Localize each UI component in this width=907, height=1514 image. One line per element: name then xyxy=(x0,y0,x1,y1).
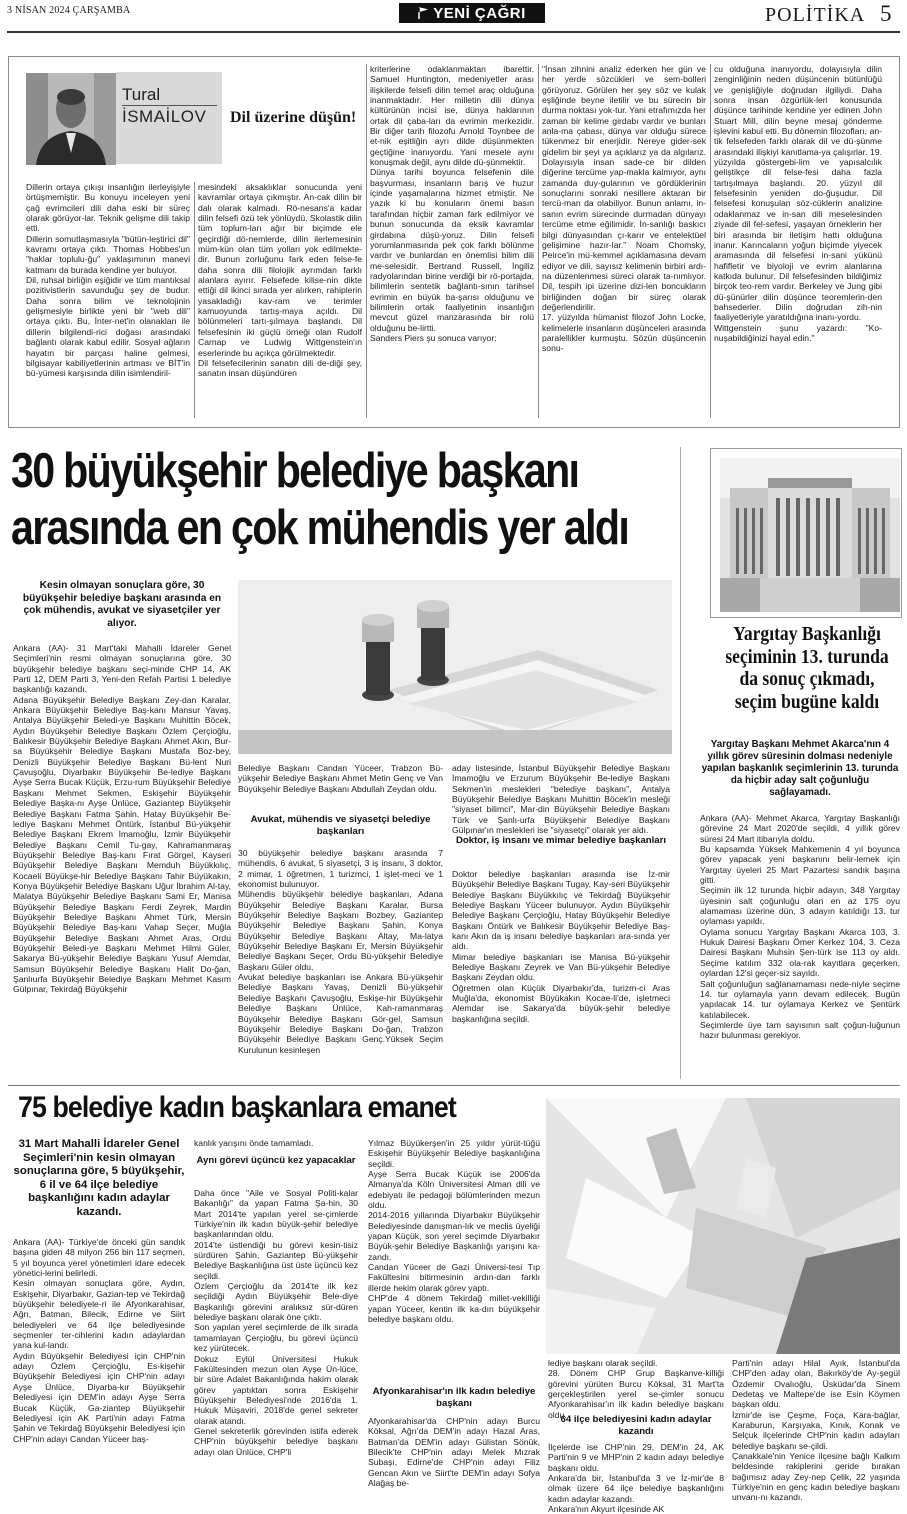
yargitay-building-photo xyxy=(720,458,900,612)
story2-text-3a: Yılmaz Büyükerşen'in 25 yıldır yürüt-tüğü Eskişehir Büyükşehir Belediye başkanlığına seçildi. Ayşe Serra Bucak Küçük ise 2006'da Almanya'da Köln Üniversitesi Alman dili ve edebiyatı ile pedagoji bölümlerinden mezun oldu. 2014-2016 yıllarında Diyarbakır Büyükşehir Belediyesinde danışman-lık ve meclis üyeliği yapan Küçük, son yerel seçimde Diyarbakır Büyük-şehir Belediye Başkanlığı yarışını ka-zandı. Candan Yüceer de Gazi Üniversi-tesi Tıp Fakültesini bitirmesinin ardın-dan farklı illerde hekim olarak görev yaptı. CHP'de 4 dönem Tekirdağ millet-vekilliği yapan Yüceer, kentin ilk ka-dın büyükşehir belediye başkanı oldu. xyxy=(368,1138,540,1324)
column-text-3: kriterlerine odaklanmaktan ibarettir. Samuel Huntington, medeniyetler arası ilişkilerde felsefi dilin temel araç olduğuna inanmaktadır. Her milletin dili dünya kültürünün incisi ise, dünya haklarının ortak dil çaba-ları da evrimin merkezidir. Bir diğer tarih filozofu Arnold Toynbee de et-nik eşitliğin ayrı dilde düşünmekten geçtiğine inanıyordu. Yani mesele aynı konuşmak değil, aynı dilde dü-şünmektir. Dünya tarihi boyunca felsefenin dile başvurması, insanların barış ve huzur içinde yaşamalarına hizmet etmiştir. Ne yazık ki bu konuların önemi basın tarafından hiçbir zaman fark edilmiyor ve bunun sonucunda da eksik kavramlar girdabına düşü-yoruz. Dilin felsefi yorumlanmasında pek çok farklı bölünme vardır ve bunlardan en önemlisi bilim dili me-selesidir. Bertrand Russell, İngiliz radyolarından birine verdiği bir rö-portajda, bilimlerin sentetik bağlantı-sının tarihsel evrimin en büyük ba-şarısı olduğunu ve bilimlerin ortak faaliyetinin insanlığın mevcut güzel manzarasında bir rolü olduğunu be-lirtti. Sanders Piers şu sonuca varıyor: xyxy=(370,64,534,343)
author-photo xyxy=(26,73,116,165)
story2-lede: 31 Mart Mahalli İdareler Genel Seçimleri'nin kesin olmayan sonuçlarına göre, 5 büyükşehir, 6 il ve 64 ilçe belediye başkanlığını kadın adaylar kazandı. xyxy=(13,1138,185,1218)
masthead-text: YENİ ÇAĞRI xyxy=(433,4,526,22)
section-divider xyxy=(8,1085,900,1086)
masthead-logo xyxy=(399,3,545,23)
story2-text-2b: Daha önce "Aile ve Sosyal Politi-kalar Bakanlığı" da yapan Fatma Şa-hin, 30 Mart 2014'te yapılan yerel se-çimlerde Türkiye'nin ilk kadın büyük-şehir belediye başkanlarından oldu. 2014'te üstlendiği bu görevi kesin-tisiz sürdüren Şahin, Gaziantep Bü-yükşehir Belediye Başkanlığına üst üste üçüncü kez seçildi. Özlem Çerçioğlu da 2014'te ilk kez seçildiği Aydın Büyükşehir Bele-diye Başkanlığı görevini aralıksız sür-düren belediye başkanı olarak öne çıktı. Son yapılan yerel seçimlerde de ilk sırada tamamlayan Çerçioğlu, bu görevi üçüncü kez yürütecek. Dokuz Eylül Üniversitesi Hukuk Fakültesinden mezun olan Ayşe Ün-lüce, bir süre Adalet Bakanlığında hakim olarak görev yaptıktan sonra Eskişehir Büyükşehir Belediyesi'nde 2016'da 1. Hukuk Müşaviri, 2018'de genel sekreter olarak atandı. Genel sekreterlik görevinden istifa ederek CHP'nin büyükşehir belediye başkanı adayı olan Ünlüce, CHP'li xyxy=(194,1188,358,1457)
yargitay-text: Ankara (AA)- Mehmet Akarca, Yargıtay Başkanlığı görevine 24 Mart 2020'de seçildi, 4 yıllık görev süresi 24 Mart itibarıyla doldu. Bu kapsamda Yüksek Mahkemenin 4 yıl boyunca görev yapacak yeni başkanını belir-lemek için Yargıtay üyeleri 25 Mart Pazartesi sandık başına gitti. Seçimin ilk 12 turunda hiçbir adayın, 348 Yargıtay üyesinin salt çoğunluğu olan en az 175 oyu alamaması üzerine dün, 3 adayın katıldığı 13. tur oylaması yapıldı. Oylama sonucu Yargıtay Başkanı Akarca 103, 3. Hukuk Dairesi Başkanı Ömer Kerkez 104, 3. Ceza Dairesi Başkanı Muhsin Şen-türk ise 113 oy aldı. Seçime katılım 332 ola-rak kayıtlara geçerken, oylardan 12'si geçer-siz sayıldı. Salt çoğunluğun sağlanamaması nede-niyle seçime 14. tur oylamayla yarın devam edilecek. Bugün yapılacak 14. tur oylamaya Kerkez ve Şentürk katılabilecek. Seçimlerde üye tam sayısının salt çoğun-luğunun hazır bulunması gerekiyor. xyxy=(700,813,900,1041)
flag-icon xyxy=(418,7,428,19)
section-name: POLİTİKA xyxy=(765,4,866,26)
story2-subhead-3: 64 ilçe belediyesini kadın adaylar kazandı xyxy=(560,1414,712,1437)
column-text-1: Dillerin ortaya çıkışı insanlığın ilerleyişiyle örtüşmemiştir. Bu konuyu inceleyen yeni çağ evrimcileri dili daha eski bir süreç olarak görüyor-lar. Teknik gelişme dili takip etti. Dillerin somutlaşmasıyla "bütün-leştirici dil" kavramı ortaya çıktı. Thomas Hobbes'un "haklar toplulu-ğu" yaklaşımının manevi katmanı da burada kendine yer buluyor. Dil, ruhsal birliğin eşiğidir ve tüm mantıksal pozitivistlerin savunduğu şey de budur. Daha sonra bilim ve teknolojinin gelişmesiyle birlikte yeni bir "web dili" ortaya çıktı. Bu, İnter-net'in olanakları ile dillerin bilgilendi-rici doğası arasındaki bağlantı olarak kabul edilir. Sosyal ağların hayatın bir parçası haline gelmesi, bilgisayar kabiliyetlerinin artması ve BİT'in bü-yümesi karşısında dilin isimlendiril- xyxy=(26,182,190,379)
column-text-2: mesindeki aksaklıklar sonucunda yeni kavramlar ortaya çıkmıştır. An-cak dilin bir dalı olarak kalmadı. Rö-nesans'a kadar dilin felsefi özü tek yönlüydü. Skolastik dilin tüm toplum-ları ağır bir biçimde ele geçirdiği dö-nemlerde, dilin ilerlemesinin müm-kün olan tüm yolları yok edilmekte-dir. Bunun zorluğunu fark eden felse-fe daha sonra dili filolojik ayrımdan farklı alanlara ayırır. Felsefede kilise-nin dikte ettiği dil ikinci sırada yer alırken, rahiplerin yasakladığı kav-ram ve terimler kamuoyunda tartış-maya açıldı. Dil bölünmeleri tartı-şılmaya başlandı. Dil felsefesinin iki güçlü örneği olan Rudolf Carnap ve Ludwig Wittgenstein'ın eserlerinde bu açıkça görülmektedir. Dil felsefecilerinin sanatın dili de-diği şey, sanatın insan düşündüren xyxy=(198,182,362,379)
ballot-photo xyxy=(238,580,672,754)
story1-text-3b: Doktor belediye başkanları arasında ise İz-mir Büyükşehir Belediye Başkanı Tugay, Kay-seri Büyükşehir Belediye Başkanı Büyükkılıç ve Tekirdağ Büyükşehir Belediye Başkanı Yüceer bulunuyor. Aydın Büyükşehir Belediye Başkanı Çerçioğlu, Hatay Büyükşehir Belediye Başkanı Öntürk ve Balıkesir Büyükşehir Belediye Baş-kanı Akın da iş insanı belediye başkanları ara-sında yer aldı. Mimar belediye başkanları ise Manisa Bü-yükşehir Belediye Başkanı Zeyrek ve Van Bü-yükşehir Belediye Başkanı Zeydan oldu. Öğretmen olan Küçük Diyarbakır'da, turizm-ci Aras Muğla'da, ekonomist Büyükakın Kocae-li'de, işletmeci Alemdar ise Sakarya'da büyük-şehir belediye başkanlığına seçildi. xyxy=(452,869,670,1024)
story1-subhead-1: Avukat, mühendis ve siyasetçi belediye başkanları xyxy=(250,814,431,837)
issue-date: 3 NİSAN 2024 ÇARŞAMBA xyxy=(7,5,131,16)
yargitay-lede: Yargıtay Başkanı Mehmet Akarca'nın 4 yıllık görev süresinin dolması nedeniyle yapılan başkanlık seçimlerinin 13. turunda da hiçbir aday salt çoğunluğu sağlayamadı. xyxy=(701,739,899,798)
story2-text-2a: kanlık yarışını önde tamamladı. xyxy=(194,1138,314,1148)
header-rule xyxy=(7,31,900,33)
column-title: Dil üzerine düşün! xyxy=(230,109,357,126)
yargitay-headline: Yargıtay Başkanlığı seçiminin 13. turunda da sonuç çıkmadı, seçim bugüne kaldı xyxy=(725,624,889,713)
shredded-ballots-photo xyxy=(546,1098,900,1354)
author-first-name: Tural xyxy=(122,85,161,104)
story1-lede: Kesin olmayan sonuçlara göre, 30 büyükşehir belediye başkanı arasında en çok mühendis, avukat ve siyasetçiler yer alıyor. xyxy=(22,580,222,629)
column-text-4: "İnsan zihnini analiz ederken her gün ve her yerde sözcükleri ve sem-bolleri görüyoruz. Görülen her şey söz ve kulak eşliğinde beyne iletilir ve bu sürecin bir durma noktası yok-tur. Yani etrafımızda her zaman bir kelime girdabı vardır ve bunları anla-ma çabası, dünya var olduğu sürece tükenmez bir enerjidir. Nereye gider-sek gidelim bir şeyi ya açıklarız ya da algılarız. Dolayısıyla insan sade-ce bir dilden diğerine tercüme yap-makla kalmıyor, aynı zamanda duy-gularının ve gördüklerinin sonuçlarını sonraki nesillere aktaran bir tercü-man da olabiliyor. Bunun anlamı, in-sanın evrim sürecinde durmadan dünyayı tercüme etme eğilimidir. İn-sanlığı baskıcı bilgi dünyasından çı-karır ve entelektüel gelişimine hazır-lar." Noam Chomsky, Peirce'in mü-kemmel açıklamasına devam ediyor ve dili, sayısız kelimenin birbiri ardı-na düzenlenmesi süreci olarak ta-nımlıyor. Dil, tespih ipi üzerine dizi-len boncukların birliğinden doğan bir süreç olarak değerlendirilir. 17. yüzyılda hümanist filozof John Locke, kelimelerle insanların düşünceleri arasında paralellikler kurmuştu. Sözün düşüncenin sonu- xyxy=(542,64,706,354)
story2-text-4b: İlçelerde ise CHP'nin 29, DEM'in 24, AK Parti'nin 9 ve MHP'nin 2 kadın adayı belediye başkanı oldu. Ankara'da bir, İstanbul'da 3 ve İz-mir'de 8 olmak üzere 64 ilçe belediye başkanlığını kadın adaylar kazandı. Ankara'nın Akyurt ilçesinde AK xyxy=(548,1442,724,1514)
story2-headline: 75 belediye kadın başkanlara emanet xyxy=(18,1091,456,1124)
story1-headline-line2: arasında en çok mühendis yer aldı xyxy=(11,501,629,555)
author-name-divider xyxy=(122,105,217,106)
story2-text-5: Parti'nin adayı Hilal Ayık, İstanbul'da CHP'den aday olan, Bakırköy'de Ay-şegül Özdemir Ovalıoğlu, Üsküdar'da Sinem Dedetaş ve Maltepe'de ise Esin Köymen başkan oldu. İzmir'de ise Çeşme, Foça, Kara-bağlar, Karaburun, Karşıyaka, Kınık, Konak ve Selçuk ilçelerinde CHP'nin kadın adayları belediye başkanı se-çildi. Çanakkale'nin Yenice ilçesine bağlı Kalkım beldesinde rakiplerini geride bırakan bağımsız aday Zey-nep Çelik, 22 yaşında Türkiye'nin en genç kadın belediye başkanı unvanı-nı kazandı. xyxy=(732,1358,900,1503)
column-divider xyxy=(366,64,367,418)
story1-headline-line1: 30 büyükşehir belediye başkanı xyxy=(11,444,579,498)
story1-text-2b: 30 büyükşehir belediye başkanı arasında 7 mühendis, 6 avukat, 5 siyasetçi, 3 iş insanı, 3 doktor, 2 mimar, 1 öğretmen, 1 turizmci, 1 işlet-meci ve 1 ekonomist bulunuyor. Mühendis büyükşehir belediye başkanları, Adana Büyükşehir Belediye Başkanı Karalar, Bursa Büyükşehir Belediye Başkanı Bozbey, Gaziantep Büyükşehir Belediye Başkanı Şahin, Konya Büyükşehir Belediye Başkanı Altay, Ma-latya Büyükşehir Belediye Başkanı Er, Mersin Büyükşehir Belediye Başkanı Seçer, Ordu Bü-yükşehir Belediye Başkanı Güler oldu. Avukat belediye başkanları ise Ankara Bü-yükşehir Belediye Başkanı Yavaş, Denizli Bü-yükşehir Belediye Başkanı Çavuşoğlu, Eskişe-hir Büyükşehir Belediye Başkanı Ünlüce, Kah-ramanmaraş Büyükşehir Belediye Başkanı Gör-gel, Samsun Büyükşehir Belediye Başkanı Do-ğan, Trabzon Büyükşehir Belediye Başkanı Genç.Yüksek Seçim Kurulunun kesinleşen xyxy=(238,848,443,1055)
story2-text-3b: Afyonkarahisar'da CHP'nin adayı Burcu Köksal, Ağrı'da DEM'in adayı Hazal Aras, Batman'da DEM'in adayı Gülistan Sönük, Bilecik'te CHP'nin adayı Melek Mızrak Subaşı, Edirne'de CHP'nin adayı Filiz Gencan Akın ve Siirt'te DEM'in adayı Sofya Alağaş be- xyxy=(368,1416,540,1489)
story1-text-2a: Belediye Başkanı Candan Yüceer, Trabzon Bü-yükşehir Belediye Başkanı Ahmet Metin Genç ve Van Büyükşehir Belediye Başkanı Abdullah Zeydan oldu. xyxy=(238,763,443,794)
column-text-5: cu olduğuna inanıyordu, dolayısıyla dilin zenginliğinin neden düşüncenin bütünlüğü ve genişliğiyle doğrudan ilgiliydi. Daha sonra insan özgürlük-leri konusunda düşünce tarihinde kendine yer edinen John Stuart Mill, dilin beyne mesaj gönderme işlevini kabul etti. Bu dönemin filozofları, an-tik felsefeden farklı olarak dil ve dü-şünme arasındaki ilişkiyi kanıtlama-ya çalışırlar. 19. yüzyılda göstergebi-lim ve yapısalcılık geliştikçe dil felse-fesi daha fazla tartışılmaya başlandı. 20. yüzyıl dil felsefesinin yeniden do-ğuşudur. Dil felsefesi konuşulan söz-cüklerin analizine odaklanmaz ve in-san dili meselesinden ziyade dil fel-sefesi, yaşayan örneklerin her biri arasında bir iletişim hattı olduğuna inanır. Karıncaların yoğun biçimde yiyecek aramasında dil felsefesi in-sani yükünü hafifletir ve biyoloji ve evrim alanlarına katkıda bulunur. Dil felsefesinden bildiğimiz birçok teo-rem vardır. Berkeley ve Jung gibi dü-şünürler dilin düşünce teoremlerin-den bahsederler. Dilin doğrudan zih-nin faaliyetleriyle yaratıldığına inanı-yordu. Wittgenstein şunu yazardı: "Ko-nuşabildiğinizi hayal edin." xyxy=(714,64,882,343)
column-divider xyxy=(194,182,195,418)
page-number: 5 xyxy=(880,1,892,26)
story2-text-4a: lediye başkanı olarak seçildi. 28. Dönem CHP Grup Başkanve-killiği görevini yürüten Burcu Köksal, 31 Mart'ta gerçekleştirilen yerel se-çimler sonucu Afyonkarahisar'ın ilk kadın belediye başkanı oldu. xyxy=(548,1358,724,1420)
story1-text-1: Ankara (AA)- 31 Mart'taki Mahalli İdareler Genel Seçimleri'nin resmi olmayan sonuçlarına göre, 30 büyükşehir belediye başkanı seçi-minde CHP 14, AK Parti 12, DEM Parti 3, Yeni-den Refah Partisi 1 belediye başkanlığı kazandı. Adana Büyükşehir Belediye Başkanı Zey-dan Karalar, Ankara Büyükşehir Belediye Baş-kanı Mansur Yavaş, Antalya Büyükşehir Beledi-ye Başkanı Muhittin Böcek, Aydın Büyükşehir Belediye Başkanı Özlem Çerçioğlu, Balıkesir Büyükşehir Belediye Başkanı Ahmet Akın, Bur-sa Büyükşehir Belediye Başkanı Mustafa Boz-bey, Denizli Büyükşehir Belediye Başkanı Bü-lent Nuri Çavuşoğlu, Diyarbakır Büyükşehir Be-lediye Başkanı Ayşe Serra Bucak Küçük, Erzu-rum Büyükşehir Belediye Başkanı Mehmet Sekmen, Eskişehir Büyükşehir Belediye Başka-nı Ayşe Ünlüce, Gaziantep Büyükşehir Belediye Başkanı Fatma Şahin, Hatay Büyükşehir Be-lediye Başkanı Mehmet Öntürk, İstanbul Bü-yükşehir Belediye Başkanı Ekrem İmamoğlu, İzmir Büyükşehir Belediye Başkanı Cemil Tu-gay, Kahramanmaraş Büyükşehir Belediye Baş-kanı Fırat Görgel, Kayseri Büyükşehir Belediye Başkanı Memduh Büyükkılıç, Kocaeli Büyükşe-hir Belediye Başkanı Tahir Büyükakın, Konya Büyükşehir Belediye Başkanı Uğur İbrahim Al-tay, Malatya Büyükşehir Belediye Başkanı Sami Er, Manisa Büyükşehir Belediye Başkanı Ferdi Zeyrek, Mardin Büyükşehir Belediye Başkanı Ahmet Türk, Mersin Büyükşehir Belediye Baş-kanı Vahap Seçer, Muğla Büyükşehir Belediye Başkanı Ahmet Aras, Ordu Büyükşehir Beledi-ye Başkanı Mehmet Hilmi Güler, Sakarya Bü-yükşehir Belediye Başkanı Yusuf Alemdar, Samsun Büyükşehir Belediye Başkanı Halit Do-ğan, Şanlıurfa Büyükşehir Belediye Başkanı Mehmet Kasım Gülpınar, Tekirdağ Büyükşehir xyxy=(13,643,231,995)
author-last-name: İSMAİLOV xyxy=(122,107,207,126)
column-divider xyxy=(538,64,539,418)
story2-text-1: Ankara (AA)- Türkiye'de önceki gün sandık başına giden 48 milyon 256 bin 117 seçmen, 5 yıl boyunca yerel yönetimleri idare edecek yönetici-lerini belirledi. Kesin olmayan sonuçlara göre, Aydın, Eskişehir, Diyarbakır, Gazian-tep ve Tekirdağ büyükşehir belediyele-ri ile Afyonkarahisar, Ağrı, Batman, Bilecik, Edirne ve Siirt belediyeleri ve 64 ilçe belediyesinde seçmenler ter-cihlerini kadın adaylardan yana kul-landı. Aydın Büyükşehir Belediyesi için CHP'nin adayı Özlem Çerçioğlu, Es-kişehir Büyükşehir Belediyesi için CHP'nin adayı Ayşe Ünlüce, Diyarba-kır Büyükşehir Belediyesi için DEM'in adayı Ayşe Serra Bucak Küçük, Ga-ziantep Büyükşehir Belediyesi için AK Parti'nin adayı Fatma Şahin ve Tekirdağ Büyükşehir Belediyesi için CHP'nin adayı Candan Yüceer baş- xyxy=(13,1237,185,1444)
sidebar-divider xyxy=(680,447,681,1079)
story2-subhead-1: Aynı görevi üçüncü kez yapacaklar xyxy=(196,1155,356,1166)
story1-text-3a: aday listesinde, İstanbul Büyükşehir Belediye Başkanı İmamoğlu ve Erzurum Büyükşehir Be-lediye Başkanı Sekmen'in meslekleri "belediye başkanı", Antalya Büyükşehir Belediye Başkanı Muhittin Böcek'in mesleği "siyaset bilimci", Mar-din Büyükşehir Belediye Başkanı Türk ve Şanlı-urfa Büyükşehir Belediye Başkanı Gülpınar'ın meslekleri ise "siyasetçi" olarak yer aldı. xyxy=(452,763,670,836)
column-divider xyxy=(710,64,711,418)
story1-subhead-2: Doktor, iş insanı ve mimar belediye başkanları xyxy=(455,835,667,846)
story2-subhead-2: Afyonkarahisar'ın ilk kadın belediye başkanı xyxy=(372,1386,536,1409)
